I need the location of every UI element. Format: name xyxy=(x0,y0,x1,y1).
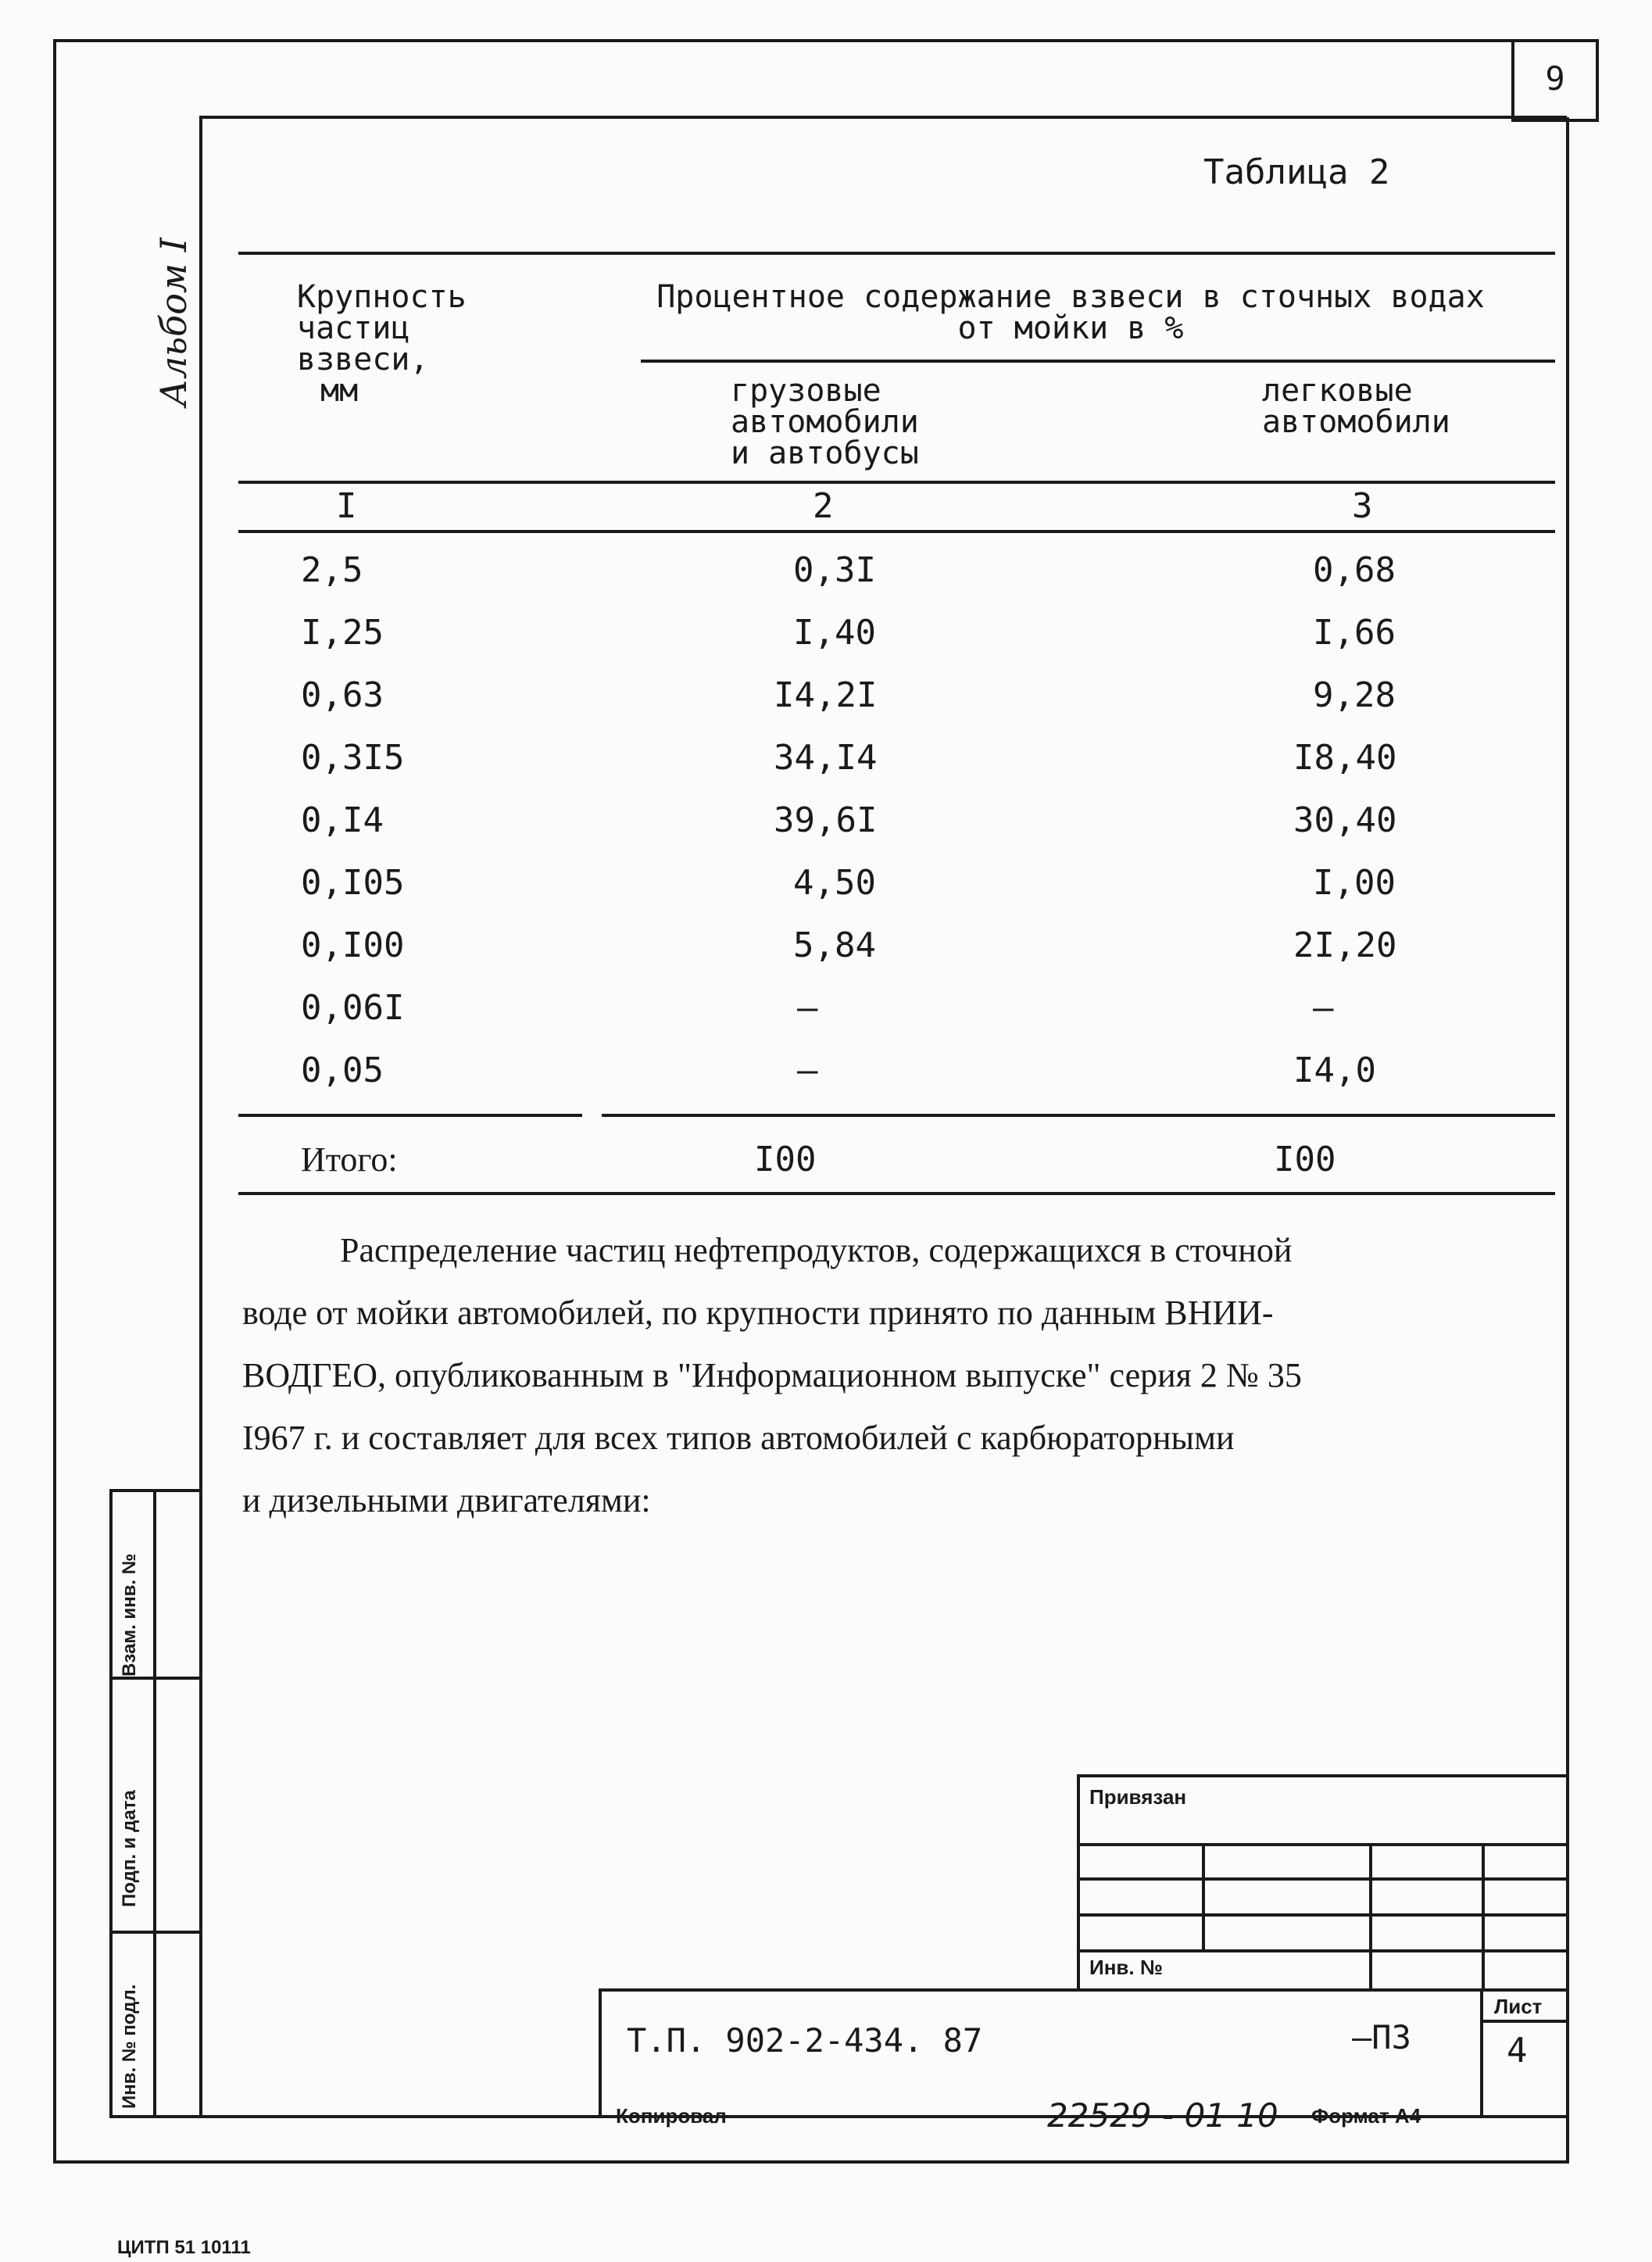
copy-number: 22529 - 01 10 xyxy=(1047,2096,1278,2135)
page-number-box xyxy=(1511,39,1599,122)
vzam-inv-label: Взам. инв. № xyxy=(119,1553,140,1677)
cell-cars: I,66 xyxy=(1313,613,1396,653)
left-stamp-line-2 xyxy=(109,1931,202,1934)
doc-code: Т.П. 902-2-434. 87 xyxy=(627,2021,983,2060)
total-rule-left xyxy=(238,1114,582,1117)
cell-trucks: I,40 xyxy=(793,613,876,653)
col2-header-line: и автобусы xyxy=(731,435,919,471)
cell-trucks: I4,2I xyxy=(774,675,878,715)
kopiroval-label: Копировал xyxy=(616,2104,727,2128)
privyazan-label: Привязан xyxy=(1089,1785,1187,1809)
cell-trucks: 0,3I xyxy=(793,550,876,590)
col1-header-line: взвеси, xyxy=(297,342,429,378)
cell-cars: 9,28 xyxy=(1313,675,1396,715)
left-stamp-line-1 xyxy=(109,1677,202,1680)
cell-size: 0,3I5 xyxy=(301,738,405,778)
table-top-rule xyxy=(238,252,1555,255)
total-cars: I00 xyxy=(1274,1140,1336,1179)
col2-header-line: автомобили xyxy=(731,404,919,440)
paragraph-line: Распределение частиц нефтепродуктов, содержащихся в сточной xyxy=(340,1231,1293,1269)
privyazan-rule-4 xyxy=(1077,1949,1569,1952)
outer-frame-top xyxy=(53,39,1514,42)
cell-size: 0,I4 xyxy=(301,800,384,840)
col-number-3: 3 xyxy=(1352,486,1373,526)
col3-header-line: автомобили xyxy=(1262,404,1450,440)
cell-cars: – xyxy=(1313,988,1334,1028)
privyazan-col-2 xyxy=(1369,1843,1372,1992)
cell-cars: 0,68 xyxy=(1313,550,1396,590)
list-label-rule xyxy=(1480,2020,1569,2023)
col-number-2: 2 xyxy=(813,486,834,526)
inv-podl-label: Инв. № подл. xyxy=(119,1984,140,2109)
group-header-line: от мойки в % xyxy=(957,310,1184,346)
cell-trucks: 39,6I xyxy=(774,800,878,840)
table-title: Таблица 2 xyxy=(1203,152,1390,192)
cell-trucks: – xyxy=(797,988,818,1028)
cell-cars: 2I,20 xyxy=(1293,925,1397,965)
total-rule-right xyxy=(602,1114,1555,1117)
col2-header-line: грузовые xyxy=(731,373,881,409)
doc-suffix: –ПЗ xyxy=(1352,2018,1411,2056)
cell-cars: I8,40 xyxy=(1293,738,1397,778)
table-bottom-rule xyxy=(238,1192,1555,1195)
cell-size: 0,05 xyxy=(301,1050,384,1090)
cell-trucks: – xyxy=(797,1050,818,1090)
page-number: 9 xyxy=(1545,59,1565,98)
outer-frame-left xyxy=(53,41,56,2162)
col3-header-line: легковые xyxy=(1262,373,1413,409)
paragraph-line: и дизельными двигателями: xyxy=(242,1481,651,1519)
privyazan-col-1 xyxy=(1202,1843,1205,1949)
privyazan-rule-2 xyxy=(1077,1877,1569,1881)
body-paragraph xyxy=(242,1219,1477,1532)
outer-frame-bottom xyxy=(53,2160,1569,2164)
cell-size: I,25 xyxy=(301,613,384,653)
privyazan-col-3 xyxy=(1482,1843,1485,1992)
col2-header xyxy=(731,375,919,469)
cell-cars: I4,0 xyxy=(1293,1050,1376,1090)
cell-size: 0,I05 xyxy=(301,863,405,903)
cell-size: 2,5 xyxy=(301,550,363,590)
album-label: Альбом I xyxy=(152,238,195,406)
col-number-1: I xyxy=(336,486,357,526)
privyazan-rule-1 xyxy=(1077,1843,1569,1846)
org-code: ЦИТП 51 10111 xyxy=(117,2237,251,2258)
col1-header-line: мм xyxy=(320,373,359,409)
privyazan-rule-3 xyxy=(1077,1913,1569,1917)
cell-size: 0,I00 xyxy=(301,925,405,965)
col1-header-line: частиц xyxy=(297,310,410,346)
list-value: 4 xyxy=(1507,2031,1528,2071)
header-bottom-rule xyxy=(238,481,1555,484)
group-header-rule xyxy=(641,360,1555,363)
cell-size: 0,63 xyxy=(301,675,384,715)
total-label: Итого: xyxy=(301,1140,398,1179)
inv-no-label: Инв. № xyxy=(1089,1956,1163,1979)
left-stamp-divider xyxy=(153,1489,156,2118)
cell-size: 0,06I xyxy=(301,988,405,1028)
group-header xyxy=(641,281,1500,344)
paragraph-line: I967 г. и составляет для всех типов автомобилей с карбюраторными xyxy=(242,1419,1235,1457)
cell-trucks: 5,84 xyxy=(793,925,876,965)
cell-trucks: 4,50 xyxy=(793,863,876,903)
cell-cars: I,00 xyxy=(1313,863,1396,903)
group-header-line: Процентное содержание взвеси в сточных водах xyxy=(656,279,1485,315)
format-label: Формат А4 xyxy=(1311,2104,1421,2128)
col1-header-line: Крупность xyxy=(297,279,467,315)
podp-data-label: Подп. и дата xyxy=(119,1790,140,1907)
list-divider xyxy=(1480,1988,1483,2118)
col3-header xyxy=(1262,375,1450,438)
paragraph-line: ВОДГЕО, опубликованным в "Информационном выпуске" серия 2 № 35 xyxy=(242,1356,1302,1394)
cell-trucks: 34,I4 xyxy=(774,738,878,778)
cell-cars: 30,40 xyxy=(1293,800,1397,840)
paragraph-line: воде от мойки автомобилей, по крупности принято по данным ВНИИ- xyxy=(242,1294,1274,1332)
total-trucks: I00 xyxy=(754,1140,817,1179)
list-label: Лист xyxy=(1494,1995,1543,2018)
inner-frame-top xyxy=(199,116,1567,119)
col-numbers-rule xyxy=(238,530,1555,533)
col1-header xyxy=(297,279,467,409)
